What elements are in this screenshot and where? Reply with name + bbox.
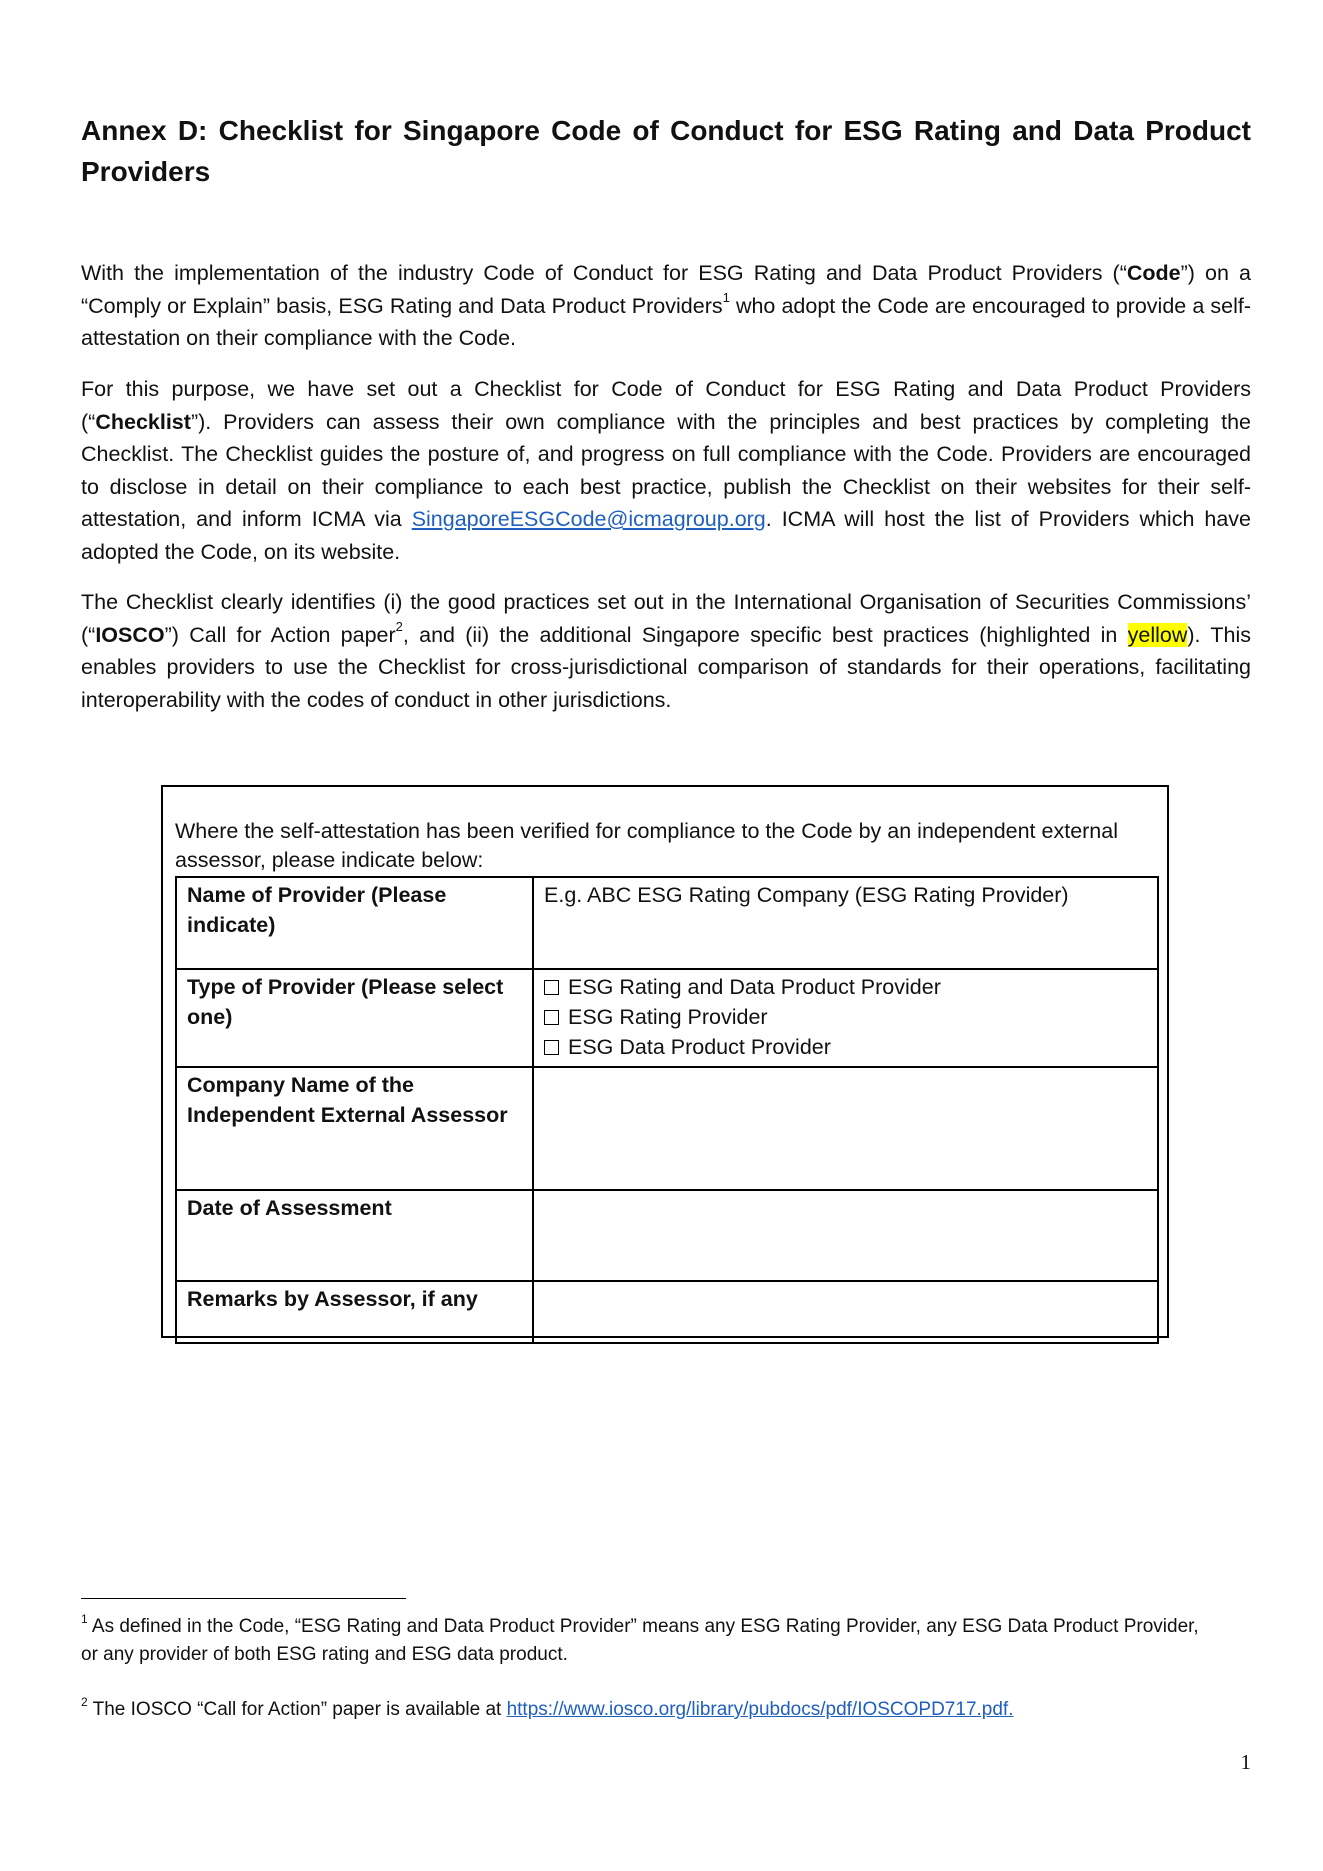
provider-type-label: Type of Provider (Please select one) (176, 969, 533, 1067)
assessment-intro: Where the self-attestation has been verified for compliance to the Code by an independent external assessor, please indicate below: (175, 819, 1118, 872)
page-title: Annex D: Checklist for Singapore Code of Conduct for ESG Rating and Data Product Providers (81, 115, 1251, 187)
purpose-paragraph (81, 373, 1251, 568)
text: For this purpose, we have set out a Checklist for Code of Conduct for ESG Rating and Data Product Providers (“ (81, 377, 1251, 434)
table-row (176, 1281, 1158, 1343)
footnote-text: As defined in the Code, “ESG Rating and Data Product Provider” means any ESG Rating Provider, any ESG Data Product Provider, or any provider of both ESG rating and ESG data product. (81, 1616, 1199, 1665)
table-row (176, 969, 1158, 1067)
term-code: Code (1126, 261, 1181, 285)
provider-name-label: Name of Provider (Please indicate) (176, 877, 533, 969)
assessor-remarks-label: Remarks by Assessor, if any (176, 1281, 533, 1343)
option-label: ESG Data Product Provider (568, 1035, 831, 1059)
text: ”). Providers can assess their own compliance with the principles and best practices by completing the Checklist. The Checklist guides the posture of, and progress on full compliance with the Code. Providers are encouraged to disclose in detail on their compliance to each best practice, publish the Checklist on their websites for their self-attestation, and inform ICMA via (81, 409, 1251, 531)
intro-paragraph (81, 257, 1251, 355)
footnote-number: 2 (81, 1694, 88, 1709)
assessment-date-label: Date of Assessment (176, 1190, 533, 1281)
table-row (176, 877, 1158, 969)
footnote-number: 1 (81, 1611, 88, 1626)
term-checklist: Checklist (95, 409, 191, 434)
yellow-highlight: yellow (1127, 622, 1188, 647)
checkbox-icon[interactable] (544, 980, 559, 995)
term-iosco: IOSCO (95, 622, 165, 647)
provider-type-options (533, 969, 1158, 1067)
footnote-ref-1[interactable]: 1 (722, 290, 730, 306)
option-label: ESG Rating and Data Product Provider (568, 975, 941, 999)
assessment-table (175, 876, 1159, 1344)
table-row (176, 1067, 1158, 1190)
text: who adopt the Code are encouraged to provide a self-attestation on their compliance with the Code. (81, 293, 1251, 350)
checkbox-icon[interactable] (544, 1010, 559, 1025)
assessor-remarks-field[interactable] (533, 1281, 1158, 1343)
checklist-paragraph (81, 586, 1251, 716)
email-link[interactable]: SingaporeESGCode@icmagroup.org (411, 507, 766, 531)
checkbox-icon[interactable] (544, 1040, 559, 1055)
assessor-company-label: Company Name of the Independent External Assessor (176, 1067, 533, 1190)
assessor-company-field[interactable] (533, 1067, 1158, 1190)
assessment-box (161, 785, 1169, 1338)
footnote-ref-2[interactable]: 2 (395, 619, 403, 635)
text: ”) on a “Comply or Explain” basis, ESG Rating and Data Product Providers (81, 261, 1252, 318)
table-row (176, 1190, 1158, 1281)
provider-name-field[interactable]: E.g. ABC ESG Rating Company (ESG Rating Provider) (533, 877, 1158, 969)
text: ”) Call for Action paper (164, 622, 396, 647)
footnote-divider (81, 1598, 406, 1599)
footnote-1 (81, 1613, 1211, 1669)
option-rating-and-data[interactable] (544, 972, 1147, 1002)
iosco-paper-link[interactable]: https://www.iosco.org/library/pubdocs/pdf/IOSCOPD717.pdf. (506, 1699, 1014, 1720)
footnote-2 (81, 1696, 1211, 1724)
text: The Checklist clearly identifies (i) the good practices set out in the International Organisation of Securities Commissions’ (“ (81, 590, 1251, 647)
option-rating[interactable] (544, 1002, 1147, 1032)
text: , and (ii) the additional Singapore specific best practices (highlighted in (402, 622, 1128, 647)
text: . ICMA will host the list of Providers which have adopted the Code, on its website. (81, 507, 1252, 564)
text: ). This enables providers to use the Checklist for cross-jurisdictional comparison of standards for their operations, facilitating interoperability with the codes of conduct in other jurisdictions. (81, 622, 1251, 712)
page-number: 1 (1240, 1750, 1251, 1774)
option-label: ESG Rating Provider (568, 1005, 768, 1029)
footnote-text: The IOSCO “Call for Action” paper is available at (87, 1699, 507, 1720)
assessment-date-field[interactable] (533, 1190, 1158, 1281)
option-data-product[interactable] (544, 1032, 1147, 1062)
text: With the implementation of the industry Code of Conduct for ESG Rating and Data Product Providers (“ (81, 261, 1127, 285)
